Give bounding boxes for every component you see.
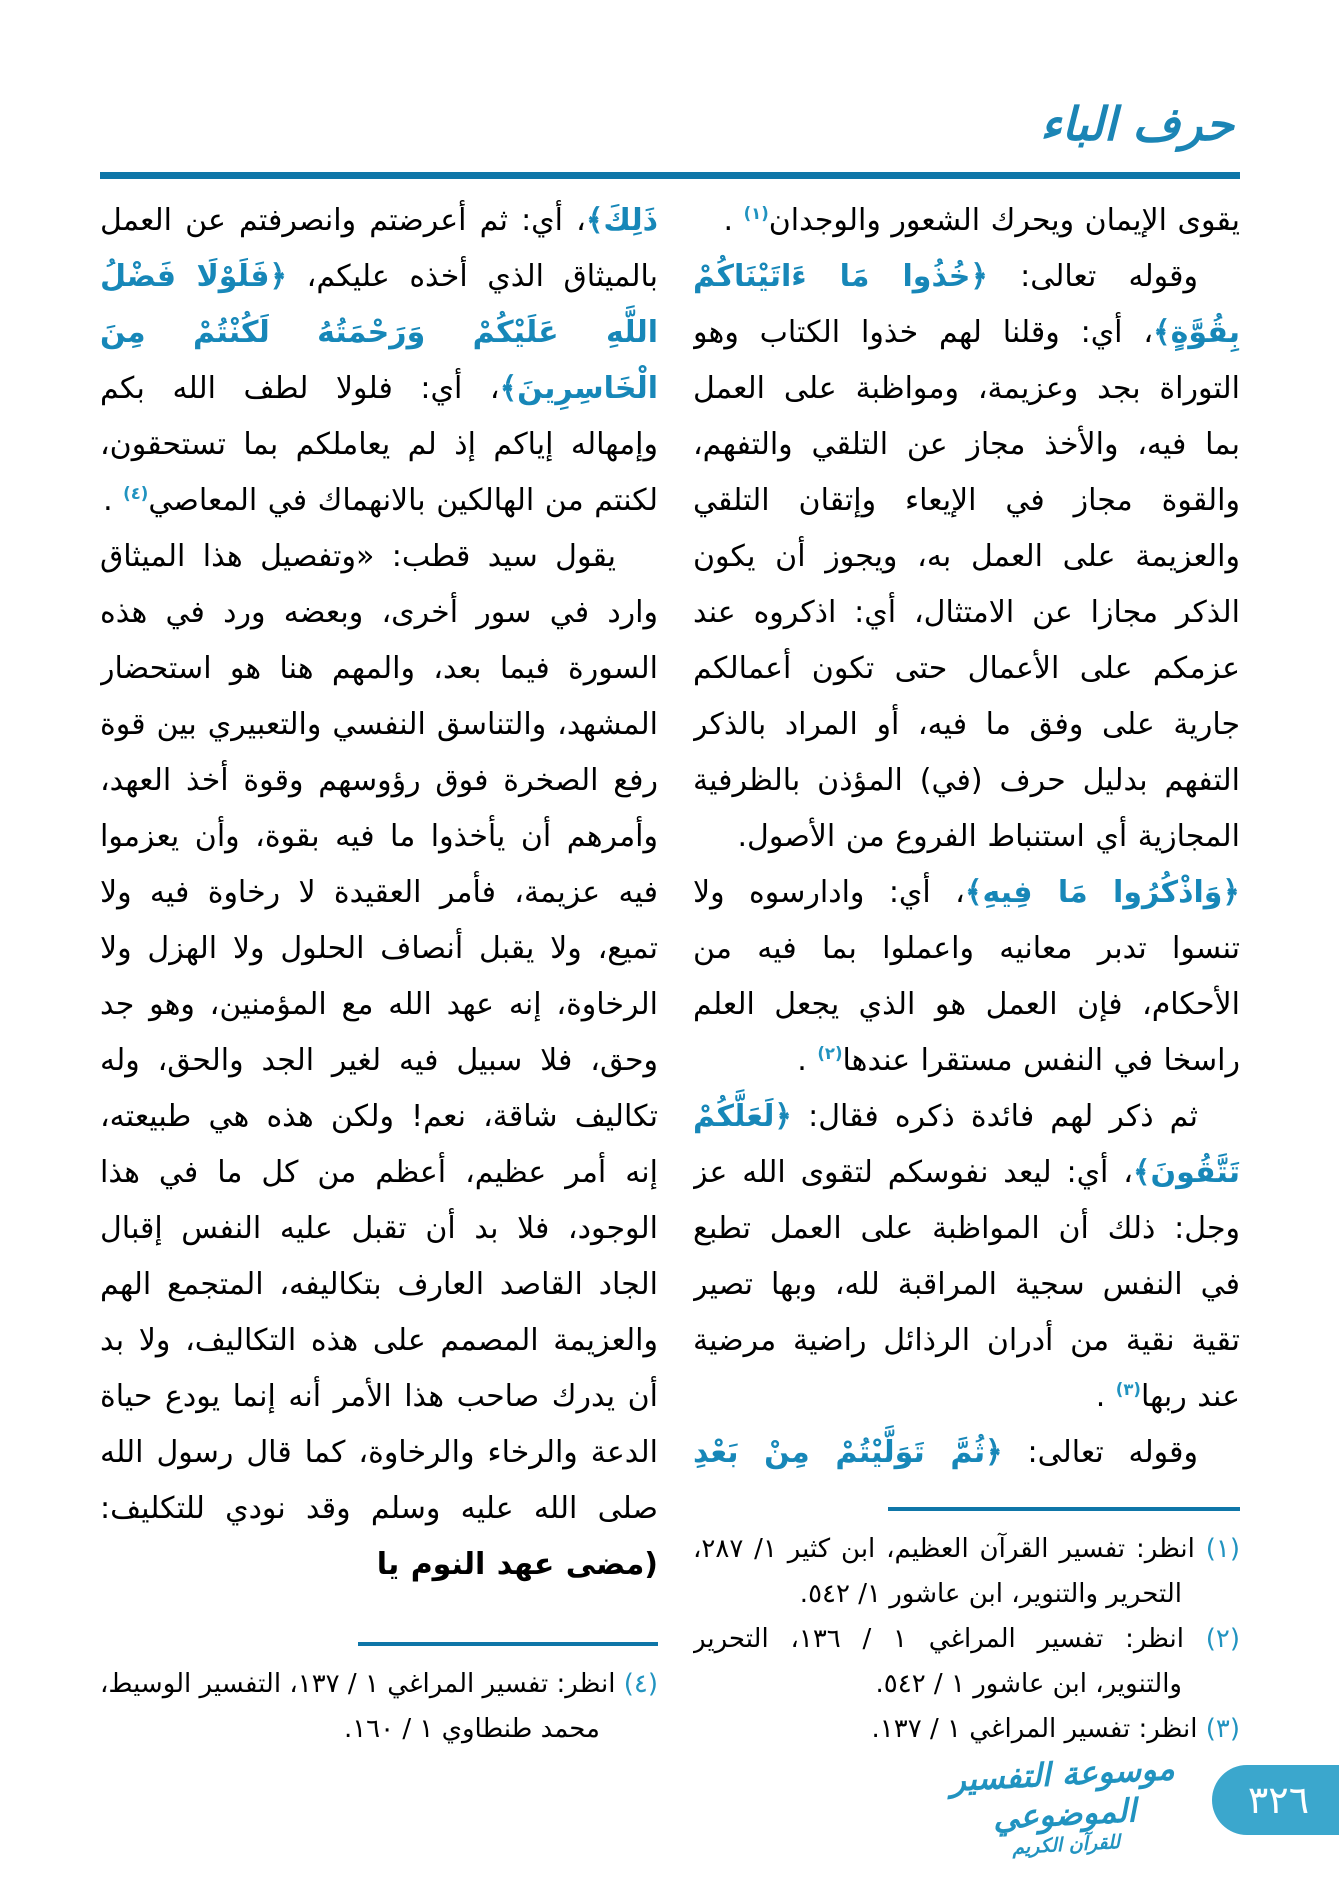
column-left bbox=[100, 193, 658, 1758]
body-text: . bbox=[1095, 1379, 1116, 1414]
footnote-marker: (٤) bbox=[623, 1669, 658, 1699]
body-text: . bbox=[723, 203, 744, 238]
column-right-footnotes-list bbox=[693, 1527, 1240, 1752]
footnote-text: انظر: تفسير المراغي ١ / ١٣٧. bbox=[871, 1714, 1206, 1744]
column-right bbox=[693, 193, 1240, 1758]
header-rule bbox=[100, 172, 1240, 179]
body-text: ، أي: فلولا لطف الله بكم وإمهاله إياكم إذ لم يعاملكم بما تستحقون، لكنتم من الهالكين بالانهماك في المعاصي bbox=[100, 371, 658, 518]
publisher-logo-title: موسوعة التفسير الموضوعي bbox=[949, 1749, 1176, 1837]
footnote-marker: (٢) bbox=[1205, 1624, 1240, 1654]
body-text: يقول سيد قطب: «وتفصيل هذا الميثاق وارد في سور أخرى، وبعضه ورد في هذه السورة فيما بعد، والمهم هنا هو استحضار المشهد، والتناسق النفسي والتعبيري بين قوة رفع الصخرة فوق رؤوسهم وقوة أخذ العهد، وأمرهم أن يأخذوا ما فيه بقوة، وأن يعزموا فيه عزيمة، فأمر العقيدة لا رخاوة فيه ولا تميع، ولا يقبل أنصاف الحلول ولا الهزل ولا الرخاوة، إنه عهد الله مع المؤمنين، وهو جد وحق، فلا سبيل فيه لغير الجد والحق، وله تكاليف شاقة، نعم! ولكن هذه هي طبيعته، إنه أمر عظيم، أعظم من كل ما في هذا الوجود، فلا بد أن تقبل عليه النفس إقبال الجاد القاصد العارف بتكاليفه، المتجمع الهم والعزيمة المصمم على هذه التكاليف، ولا بد أن يدرك صاحب هذا الأمر أنه إنما يودع حياة الدعة والرخاء والرخاوة، كما قال رسول الله صلى الله عليه وسلم وقد نودي للتكليف: bbox=[100, 539, 658, 1526]
footnote-ref: (١) bbox=[743, 204, 769, 223]
paragraph bbox=[100, 193, 658, 529]
footnote bbox=[100, 1662, 658, 1752]
footnote-ref: (٤) bbox=[123, 484, 149, 503]
paragraph bbox=[693, 1425, 1240, 1481]
paragraph bbox=[693, 249, 1240, 865]
paragraph bbox=[693, 1089, 1240, 1425]
quran-verse: ﴿لَعَلَّكُمْ تَتَّقُونَ﴾ bbox=[693, 1099, 1240, 1190]
footnote-marker: (٣) bbox=[1205, 1714, 1240, 1744]
page-number-badge bbox=[1212, 1765, 1339, 1835]
publisher-logo-subtitle: للقرآن الكريم bbox=[1011, 1831, 1121, 1859]
column-right-text bbox=[693, 193, 1240, 1481]
column-left-footnotes bbox=[100, 1642, 658, 1758]
quran-verse: ﴿وَاذْكُرُوا مَا فِيهِ﴾ bbox=[964, 875, 1240, 910]
footnote bbox=[693, 1617, 1240, 1707]
quran-verse: ﴿فَلَوْلَا فَضْلُ اللَّهِ عَلَيْكُمْ وَرَحْمَتُهُ لَكُنْتُمْ مِنَ الْخَاسِرِينَ﴾ bbox=[100, 259, 658, 406]
body-text: يقوى الإيمان ويحرك الشعور والوجدان bbox=[768, 203, 1240, 238]
footnote-ref: (٢) bbox=[817, 1044, 843, 1063]
footnote-text: انظر: تفسير القرآن العظيم، ابن كثير ١/ ٢٨٧، التحرير والتنوير، ابن عاشور ١/ ٥٤٢. bbox=[693, 1534, 1206, 1609]
body-text: ، أي: وقلنا لهم خذوا الكتاب وهو التوراة بجد وعزيمة، ومواظبة على العمل بما فيه، والأخذ مجاز عن التلقي والتفهم، والقوة مجاز في الإيعاء وإتقان التلقي والعزيمة على العمل به، ويجوز أن يكون الذكر مجازا عن الامتثال، أي: اذكروه عند عزمكم على الأعمال حتى تكون أعمالكم جارية على وفق ما فيه، أو المراد بالذكر التفهم بدليل حرف (في) المؤذن بالظرفية المجازية أي استنباط الفروع من الأصول. bbox=[693, 315, 1240, 854]
quran-verse: ﴿خُذُوا مَا ءَاتَيْنَاكُمْ بِقُوَّةٍ﴾ bbox=[693, 259, 1240, 350]
column-left-footnotes-list bbox=[100, 1662, 658, 1752]
body-text: ، أي: ليعد نفوسكم لتقوى الله عز وجل: ذلك أن المواظبة على العمل تطبع في النفس سجية المراقبة لله، وبها تصير تقية نقية من أدران الرذائل راضية مرضية عند ربها bbox=[693, 1155, 1240, 1414]
footnote-ref: (٣) bbox=[1115, 1380, 1141, 1399]
body-text: وقوله تعالى: bbox=[987, 259, 1198, 294]
publisher-logo bbox=[917, 1746, 1212, 1863]
quran-verse: ذَلِكَ﴾ bbox=[585, 203, 658, 238]
footnote bbox=[693, 1527, 1240, 1617]
quran-verse: ﴿ثُمَّ تَوَلَّيْتُمْ مِنْ بَعْدِ bbox=[693, 1435, 1003, 1470]
hadith-quote: (مضى عهد النوم يا bbox=[376, 1547, 658, 1582]
footnote-text: انظر: تفسير المراغي ١ / ١٣٧، التفسير الوسيط، محمد طنطاوي ١ / ١٦٠. bbox=[100, 1669, 624, 1744]
footnote-text: انظر: تفسير المراغي ١ / ١٣٦، التحرير والتنوير، ابن عاشور ١ / ٥٤٢. bbox=[693, 1624, 1206, 1699]
body-text: ثم ذكر لهم فائدة ذكره فقال: bbox=[792, 1099, 1198, 1134]
body-text: وقوله تعالى: bbox=[1002, 1435, 1199, 1470]
footnote-separator bbox=[358, 1642, 658, 1646]
chapter-title: حرف الباء bbox=[1040, 97, 1234, 151]
body-text: . bbox=[797, 1043, 818, 1078]
body-text: ، أي: وادارسوه ولا تنسوا تدبر معانيه واعملوا بما فيه من الأحكام، فإن العمل هو الذي يجعل العلم راسخا في النفس مستقرا عندها bbox=[693, 875, 1240, 1078]
text-columns bbox=[100, 193, 1240, 1758]
column-right-footnotes bbox=[693, 1507, 1240, 1758]
page-number: ٣٢٦ bbox=[1247, 1778, 1310, 1822]
body-text: . bbox=[103, 483, 124, 518]
body-text: ، أي: ثم أعرضتم وانصرفتم عن العمل بالميثاق الذي أخذه عليكم، bbox=[100, 203, 658, 294]
paragraph bbox=[100, 529, 658, 1593]
column-left-text bbox=[100, 193, 658, 1593]
footnote-marker: (١) bbox=[1205, 1534, 1240, 1564]
footnote bbox=[693, 1707, 1240, 1752]
footnote-separator bbox=[888, 1507, 1240, 1511]
paragraph bbox=[693, 865, 1240, 1089]
paragraph bbox=[693, 193, 1240, 249]
